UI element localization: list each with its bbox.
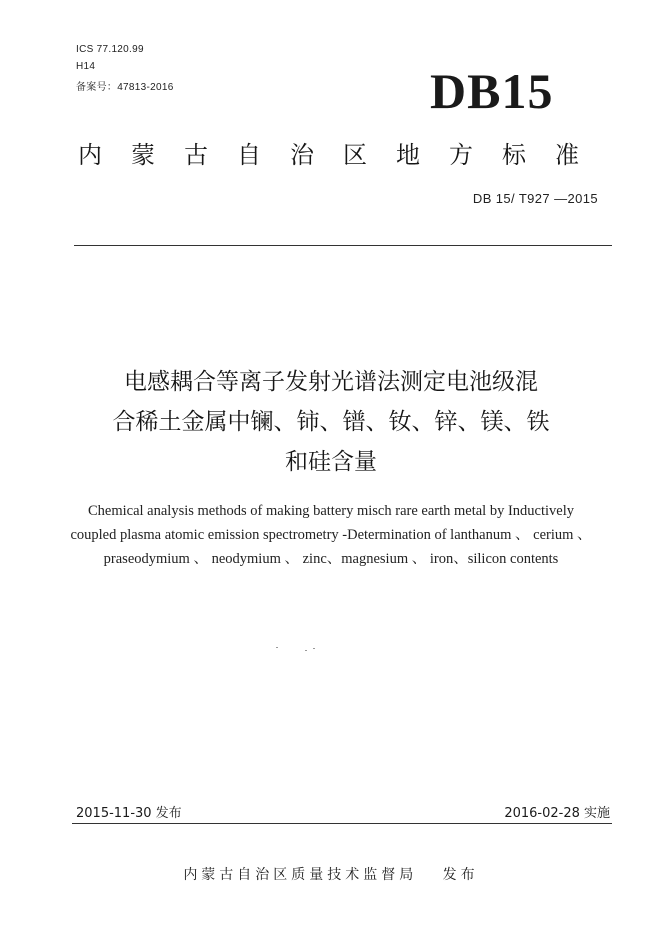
scan-speck (276, 647, 278, 648)
title-en-line-2: coupled plasma atomic emission spectrometry -Determination of lanthanum 、 cerium 、 (70, 527, 592, 543)
title-en-line-1: Chemical analysis methods of making battery misch rare earth metal by Inductively (87, 503, 574, 519)
header-divider (74, 245, 612, 246)
issue-date: 2015-11-30 发布 (76, 806, 182, 821)
title-zh-line-2: 合稀土金属中镧、铈、镨、钕、锌、镁、铁 (112, 409, 550, 435)
scan-speck (313, 648, 315, 649)
title-zh-line-1: 电感耦合等离子发射光谱法测定电池级混 (124, 369, 538, 395)
title-zh-line-3: 和硅含量 (285, 449, 377, 475)
record-number: 备案号：47813-2016 (76, 82, 174, 93)
ccs-code: H14 (76, 61, 96, 72)
effective-date: 2016-02-28 实施 (504, 806, 610, 821)
footer-divider (72, 823, 612, 824)
standard-type-heading: 内蒙古自治区地方标准 (78, 141, 608, 169)
db15-logo: DB15 (430, 63, 554, 119)
standard-number: DB 15/ T927 —2015 (472, 191, 598, 206)
publisher: 内蒙古自治区质量技术监督局 发布 (183, 867, 479, 883)
ics-code: ICS 77.120.99 (76, 44, 144, 55)
scan-speck (305, 650, 307, 651)
title-en-line-3: praseodymium 、 neodymium 、 zinc、magnesium 、 iron、silicon contents (103, 551, 559, 567)
